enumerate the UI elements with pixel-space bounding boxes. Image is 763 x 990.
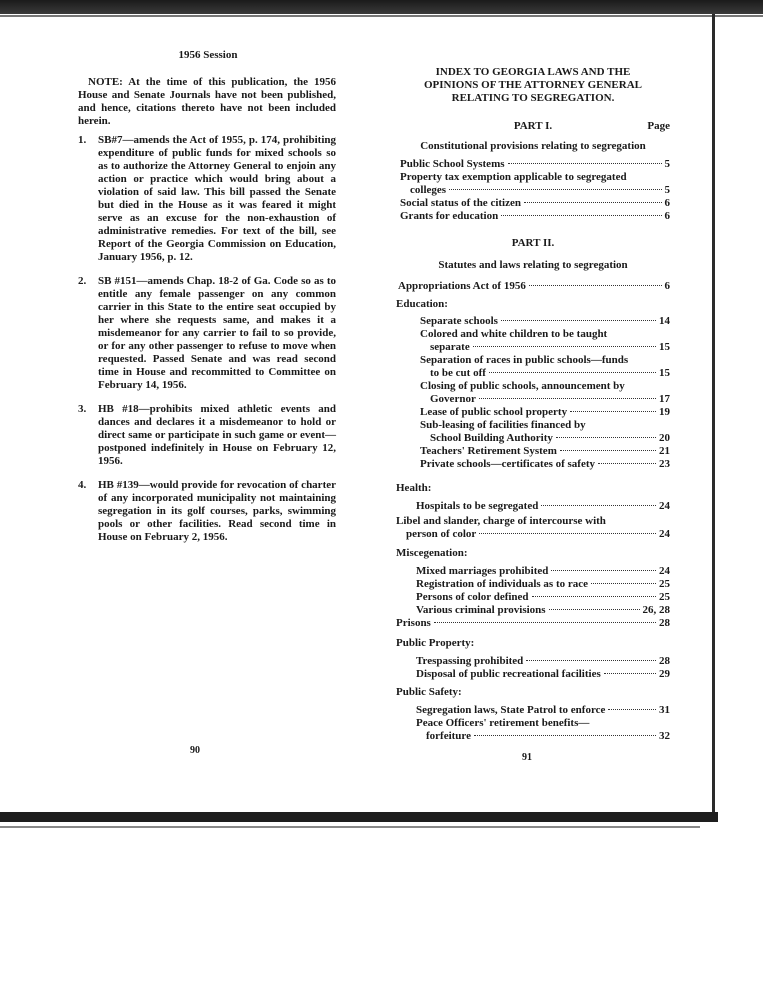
entry-page: 5 <box>664 158 670 170</box>
entry-page: 15 <box>659 367 670 379</box>
entry-label: Disposal of public recreational facilities <box>416 668 601 680</box>
title-line: RELATING TO SEGREGATION. <box>451 92 615 104</box>
page-column-label: Page <box>647 120 670 132</box>
leader-dots <box>524 202 662 203</box>
entry-page: 31 <box>659 704 670 716</box>
entry-page: 25 <box>659 578 670 590</box>
title-line: OPINIONS OF THE ATTORNEY GENERAL <box>423 79 642 91</box>
entry-page: 25 <box>659 591 670 603</box>
entry-label: Social status of the citizen <box>400 197 521 209</box>
bill-item <box>78 275 336 392</box>
right-border <box>712 14 715 820</box>
entry-page: 26, 28 <box>642 604 670 616</box>
bill-number: 4. <box>78 479 87 491</box>
index-entry <box>400 197 670 210</box>
top-border <box>0 0 763 14</box>
entry-label-cont: separate <box>430 341 470 353</box>
entry-label: Property tax exemption applicable to segregated <box>400 171 627 183</box>
leader-dots <box>591 583 656 584</box>
leader-dots <box>489 372 656 373</box>
note-paragraph: NOTE: At the time of this publication, the 1956 House and Senate Journals have not been published, and hence, citations thereto have not been included herein. <box>78 76 336 127</box>
bill-number: 3. <box>78 403 87 415</box>
part-2-subtitle: Statutes and laws relating to segregation <box>438 259 628 271</box>
entry-label: Sub-leasing of facilities financed by <box>420 419 586 431</box>
index-entry <box>416 565 670 578</box>
entry-page: 5 <box>664 184 670 196</box>
entry-label: Grants for education <box>400 210 499 222</box>
miscegenation-heading: Miscegenation: <box>396 547 468 559</box>
entry-label: Lease of public school property <box>420 406 568 418</box>
entry-page: 17 <box>659 393 670 405</box>
bill-text: HB #18—prohibits mixed athletic events and dances and declares it a misdemeanor to hold or direct same or participate in such game or event—postponed indefinitely in House on February 12, 1956. <box>98 403 336 467</box>
entry-label: Libel and slander, charge of intercourse with <box>396 515 606 527</box>
leader-dots <box>501 215 661 216</box>
entry-page: 14 <box>659 315 670 327</box>
index-entry <box>416 578 670 591</box>
entry-label: Appropriations Act of 1956 <box>398 280 526 292</box>
page-number-left: 90 <box>190 745 200 756</box>
session-heading: 1956 Session <box>178 49 238 61</box>
leader-dots <box>556 437 656 438</box>
entry-page: 28 <box>659 655 670 667</box>
leader-dots <box>526 660 656 661</box>
entry-page: 24 <box>659 565 670 577</box>
entry-label: Registration of individuals as to race <box>416 578 589 590</box>
bottom-border <box>0 812 718 822</box>
health-heading: Health: <box>396 482 432 494</box>
entry-label: Private schools—certificates of safety <box>420 458 596 470</box>
title-line: INDEX TO GEORGIA LAWS AND THE <box>435 66 631 78</box>
index-entry <box>420 315 670 328</box>
entry-label: Hospitals to be segregated <box>416 500 539 512</box>
entry-label-cont: forfeiture <box>426 730 471 742</box>
leader-dots <box>529 285 662 286</box>
bill-list <box>78 134 336 555</box>
bill-number: 2. <box>78 275 87 287</box>
bill-text: SB #151—amends Chap. 18-2 of Ga. Code so as to entitle any female passenger on any common carrier in this State to the entire seat occupied by her where she requests same, and makes it a misdemeanor for any carrier to fail to so provide, or for any other passenger to refuse to move when requested. Passed Senate and was read second time in House and recommitted to Committee on February 14, 1956. <box>98 275 336 391</box>
index-entry <box>396 515 670 541</box>
part-2-heading: PART II. <box>511 237 555 249</box>
entry-label: Separation of races in public schools—funds <box>420 354 629 366</box>
leader-dots <box>608 709 656 710</box>
leader-dots <box>449 189 661 190</box>
public-property-heading: Public Property: <box>396 637 475 649</box>
bill-item <box>78 134 336 264</box>
index-entry <box>420 458 670 471</box>
entry-label: Mixed marriages prohibited <box>416 565 549 577</box>
index-entry <box>416 704 670 717</box>
bill-text: SB#7—amends the Act of 1955, p. 174, prohibiting expenditure of public funds for mixed schools so as to authorize the Attorney General to enjoin any action or practice which would bring about a violation of said law. This bill passed the Senate but died in the House as it was feared it might serve as an excuse for the non-exhaustion of administrative remedies. For text of the bill, see Report of the Georgia Commission on Education, January 1956, p. 12. <box>98 134 336 263</box>
index-entry <box>420 406 670 419</box>
index-entry <box>396 617 670 630</box>
entry-label-cont: person of color <box>406 528 477 540</box>
entry-label: Prisons <box>396 617 431 629</box>
entry-page: 6 <box>664 280 670 292</box>
leader-dots <box>541 505 656 506</box>
leader-dots <box>479 398 656 399</box>
bottom-border-thin <box>0 826 700 828</box>
entry-page: 24 <box>659 528 670 540</box>
entry-label-cont: to be cut off <box>430 367 486 379</box>
entry-page: 28 <box>659 617 670 629</box>
index-entry <box>400 210 670 223</box>
leader-dots <box>551 570 656 571</box>
index-entry <box>400 158 670 171</box>
entry-label: Peace Officers' retirement benefits— <box>416 717 590 729</box>
leader-dots <box>479 533 656 534</box>
entry-page: 29 <box>659 668 670 680</box>
entry-label-cont: colleges <box>410 184 447 196</box>
entry-label: Segregation laws, State Patrol to enforce <box>416 704 606 716</box>
entry-label: Trespassing prohibited <box>416 655 524 667</box>
leader-dots <box>474 735 656 736</box>
index-entry <box>416 500 670 513</box>
entry-label-cont: School Building Authority <box>430 432 553 444</box>
index-entry <box>416 717 670 743</box>
index-entry <box>420 419 670 445</box>
entry-label: Various criminal provisions <box>416 604 546 616</box>
index-entry <box>398 280 670 293</box>
index-entry <box>420 328 670 354</box>
leader-dots <box>604 673 656 674</box>
leader-dots <box>501 320 656 321</box>
entry-page: 32 <box>659 730 670 742</box>
entry-page: 20 <box>659 432 670 444</box>
entry-page: 6 <box>664 210 670 222</box>
entry-label: Colored and white children to be taught <box>420 328 608 340</box>
entry-label: Closing of public schools, announcement by <box>420 380 625 392</box>
entry-label: Persons of color defined <box>416 591 529 603</box>
index-entry <box>400 171 670 197</box>
index-entry <box>420 354 670 380</box>
leader-dots <box>532 596 656 597</box>
leader-dots <box>549 609 640 610</box>
bill-item <box>78 403 336 468</box>
entry-page: 24 <box>659 500 670 512</box>
leader-dots <box>473 346 656 347</box>
index-entry <box>416 655 670 668</box>
entry-page: 15 <box>659 341 670 353</box>
bill-item <box>78 479 336 544</box>
bill-text: HB #139—would provide for revocation of charter of any incorporated municipality not maintaining segregation in its golf courses, parks, swimming pools or other facilities. Read second time in House on February 2, 1956. <box>98 479 336 543</box>
part-1-heading: PART I. <box>513 120 553 132</box>
bill-number: 1. <box>78 134 87 146</box>
entry-label: Public School Systems <box>400 158 505 170</box>
entry-label: Separate schools <box>420 315 498 327</box>
index-entry <box>416 668 670 681</box>
leader-dots <box>570 411 656 412</box>
entry-label-cont: Governor <box>430 393 476 405</box>
index-title <box>396 66 670 105</box>
leader-dots <box>560 450 656 451</box>
leader-dots <box>434 622 656 623</box>
leader-dots <box>508 163 662 164</box>
entry-label: Teachers' Retirement System <box>420 445 557 457</box>
leader-dots <box>598 463 656 464</box>
entry-page: 21 <box>659 445 670 457</box>
page-number-right: 91 <box>522 752 532 763</box>
public-safety-heading: Public Safety: <box>396 686 462 698</box>
part-1-subtitle: Constitutional provisions relating to segregation <box>420 140 646 152</box>
entry-page: 23 <box>659 458 670 470</box>
index-entry <box>416 591 670 604</box>
entry-page: 6 <box>664 197 670 209</box>
index-entry <box>420 380 670 406</box>
index-entry <box>420 445 670 458</box>
index-entry <box>416 604 670 617</box>
education-heading: Education: <box>396 298 448 310</box>
entry-page: 19 <box>659 406 670 418</box>
